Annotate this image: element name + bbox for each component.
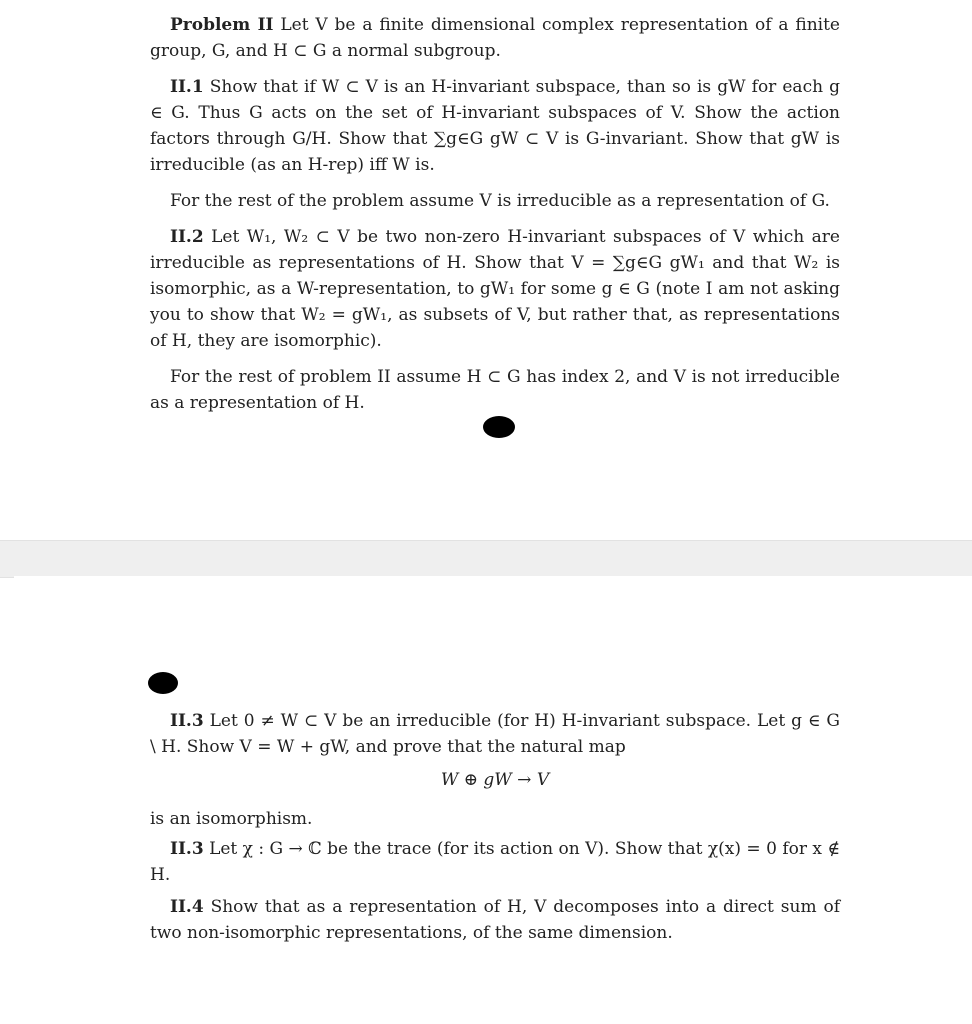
assumption-2 [150, 364, 840, 416]
q2-label: II.2 [170, 227, 204, 247]
q3a-tail-text: is an isomorphism. [150, 809, 313, 829]
q3a-tail [150, 806, 840, 832]
q3b-label: II.3 [170, 839, 204, 859]
q1-text: Show that if W ⊂ V is an H-invariant subspace, than so is gW for each g ∈ G. Thus G acts on the set of H-invariant subspaces of V. Show the action factors through G/H. Show that ∑g∈G gW ⊂ V is G-invariant. Show that gW is irreducible (as an H-rep) iff W is. [150, 77, 840, 175]
ink-dot-mark [483, 416, 515, 438]
assumption-1-text: For the rest of the problem assume V is irreducible as a representation of G. [170, 191, 830, 211]
ink-dot-mark [148, 672, 178, 694]
q3a-label: II.3 [170, 711, 204, 731]
assumption-1 [150, 188, 840, 214]
question-II-4 [150, 894, 840, 946]
assumption-2-text: For the rest of problem II assume H ⊂ G has index 2, and V is not irreducible as a representation of H. [150, 367, 840, 413]
page-separator [0, 540, 972, 578]
q4-text: Show that as a representation of H, V decomposes into a direct sum of two non-isomorphic representations, of the same dimension. [150, 897, 840, 943]
q3b-text: Let χ : G → ℂ be the trace (for its action on V). Show that χ(x) = 0 for x ∉ H. [150, 839, 840, 885]
question-II-3a [150, 708, 840, 760]
page-2 [14, 576, 972, 1024]
display-equation: W ⊕ gW → V [440, 770, 550, 790]
q3a-text: Let 0 ≠ W ⊂ V be an irreducible (for H) H-invariant subspace. Let g ∈ G \ H. Show V = W + gW, and prove that the natural map [150, 711, 841, 757]
problem-text: Let V be a finite dimensional complex representation of a finite group, G, and H ⊂ G a normal subgroup. [150, 15, 840, 61]
q1-label: II.1 [170, 77, 204, 97]
question-II-2 [150, 224, 840, 354]
problem-statement [150, 12, 840, 64]
q4-label: II.4 [170, 897, 204, 917]
q2-text: Let W₁, W₂ ⊂ V be two non-zero H-invariant subspaces of V which are irreducible as representations of H. Show that V = ∑g∈G gW₁ and that W₂ is isomorphic, as a W-representation, to gW₁ for some g ∈ G (note I am not asking you to show that W₂ = gW₁, as subsets of V, but rather that, as representations of H, they are isomorphic). [150, 227, 840, 351]
page-1 [14, 0, 972, 540]
question-II-1 [150, 74, 840, 178]
question-II-3b [150, 836, 840, 888]
problem-title: Problem II [170, 15, 274, 35]
